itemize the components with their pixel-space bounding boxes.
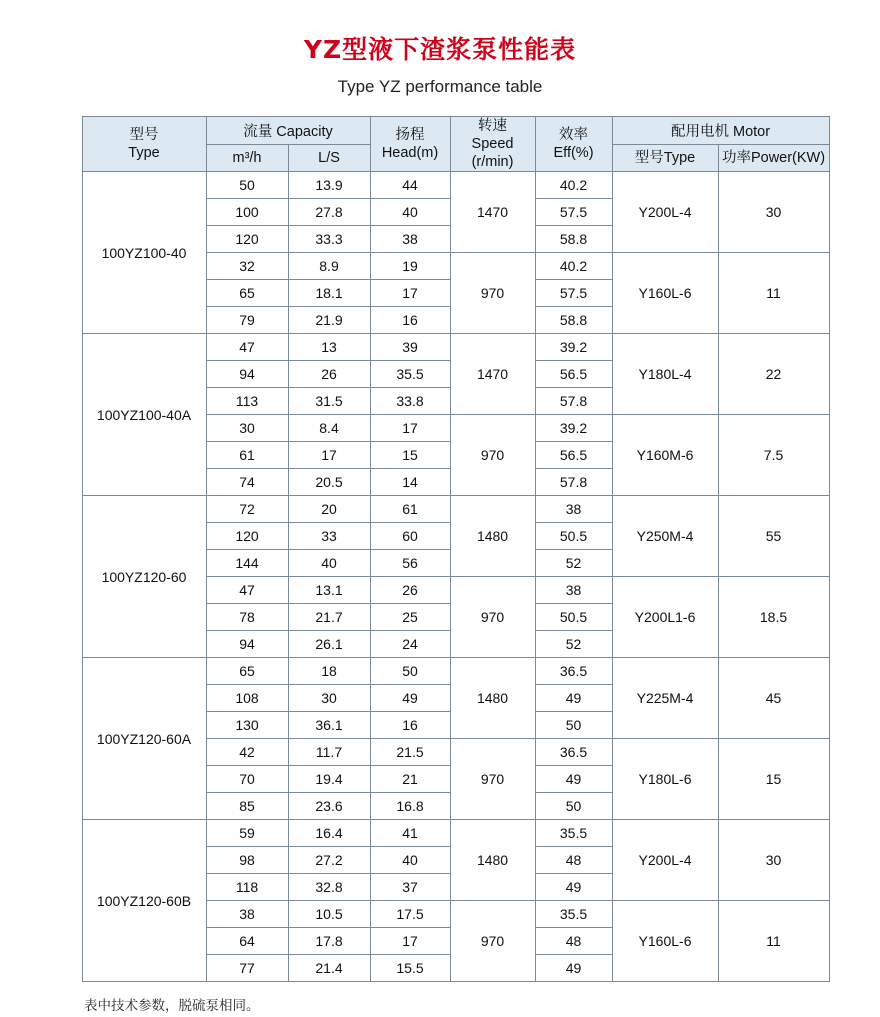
cell-m3h: 108 — [206, 685, 288, 712]
cell-head: 16 — [370, 307, 450, 334]
cell-head: 21.5 — [370, 739, 450, 766]
cell-motor-type: Y225M-4 — [612, 658, 718, 739]
cell-m3h: 100 — [206, 199, 288, 226]
cell-head: 44 — [370, 172, 450, 199]
cell-efficiency: 40.2 — [535, 172, 612, 199]
header-row-1 — [82, 117, 829, 145]
cell-efficiency: 39.2 — [535, 334, 612, 361]
cell-model: 100YZ120-60A — [82, 658, 206, 820]
header-type-cn: 型号 — [129, 127, 159, 144]
table-row — [82, 658, 829, 685]
cell-motor-power: 18.5 — [718, 577, 829, 658]
cell-m3h: 120 — [206, 226, 288, 253]
table-row — [82, 820, 829, 847]
cell-m3h: 59 — [206, 820, 288, 847]
cell-head: 39 — [370, 334, 450, 361]
header-capacity-ls — [288, 144, 370, 172]
cell-motor-type: Y160L-6 — [612, 901, 718, 982]
cell-ls: 19.4 — [288, 766, 370, 793]
cell-m3h: 32 — [206, 253, 288, 280]
cell-efficiency: 52 — [535, 631, 612, 658]
cell-ls: 26.1 — [288, 631, 370, 658]
cell-ls: 20.5 — [288, 469, 370, 496]
cell-efficiency: 57.5 — [535, 280, 612, 307]
cell-ls: 23.6 — [288, 793, 370, 820]
cell-m3h: 79 — [206, 307, 288, 334]
cell-efficiency: 38 — [535, 577, 612, 604]
cell-motor-type: Y200L-4 — [612, 172, 718, 253]
header-efficiency — [535, 117, 612, 172]
cell-speed: 1470 — [450, 172, 535, 253]
cell-ls: 26 — [288, 361, 370, 388]
cell-ls: 27.8 — [288, 199, 370, 226]
cell-m3h: 47 — [206, 577, 288, 604]
header-type — [82, 117, 206, 172]
cell-speed: 970 — [450, 901, 535, 982]
footnote: 表中技术参数，脱硫泵相同。 — [84, 998, 260, 1015]
cell-ls: 13.1 — [288, 577, 370, 604]
cell-ls: 18 — [288, 658, 370, 685]
cell-ls: 8.9 — [288, 253, 370, 280]
cell-motor-type: Y250M-4 — [612, 496, 718, 577]
header-capacity-m3h — [206, 144, 288, 172]
cell-head: 37 — [370, 874, 450, 901]
cell-ls: 32.8 — [288, 874, 370, 901]
cell-efficiency: 49 — [535, 685, 612, 712]
table-container — [82, 116, 826, 982]
cell-m3h: 50 — [206, 172, 288, 199]
cell-motor-type: Y160L-6 — [612, 253, 718, 334]
cell-efficiency: 57.8 — [535, 469, 612, 496]
page-title: YZ型液下渣浆泵性能表 — [303, 35, 577, 64]
cell-efficiency: 50 — [535, 712, 612, 739]
cell-speed: 970 — [450, 739, 535, 820]
header-eff-cn: 效率 — [559, 127, 589, 144]
cell-ls: 8.4 — [288, 415, 370, 442]
header-motor: 配用电机 Motor — [612, 117, 829, 145]
cell-m3h: 144 — [206, 550, 288, 577]
cell-motor-type: Y160M-6 — [612, 415, 718, 496]
cell-efficiency: 52 — [535, 550, 612, 577]
cell-head: 50 — [370, 658, 450, 685]
cell-m3h: 64 — [206, 928, 288, 955]
cell-efficiency: 48 — [535, 928, 612, 955]
cell-ls: 13.9 — [288, 172, 370, 199]
cell-head: 15 — [370, 442, 450, 469]
cell-m3h: 65 — [206, 280, 288, 307]
cell-head: 19 — [370, 253, 450, 280]
cell-efficiency: 57.8 — [535, 388, 612, 415]
cell-ls: 27.2 — [288, 847, 370, 874]
cell-efficiency: 48 — [535, 847, 612, 874]
cell-head: 16 — [370, 712, 450, 739]
cell-efficiency: 56.5 — [535, 442, 612, 469]
cell-ls: 11.7 — [288, 739, 370, 766]
cell-ls: 21.4 — [288, 955, 370, 982]
cell-head: 60 — [370, 523, 450, 550]
header-capacity: 流量 Capacity — [206, 117, 370, 145]
cell-ls: 33.3 — [288, 226, 370, 253]
header-head-en: Head(m) — [381, 145, 439, 162]
cell-head: 15.5 — [370, 955, 450, 982]
cell-ls: 17 — [288, 442, 370, 469]
cell-m3h: 70 — [206, 766, 288, 793]
cell-speed: 970 — [450, 253, 535, 334]
cell-ls: 21.9 — [288, 307, 370, 334]
cell-head: 33.8 — [370, 388, 450, 415]
cell-model: 100YZ120-60 — [82, 496, 206, 658]
header-motor-power-label: 功率Power(KW) — [721, 149, 826, 166]
cell-efficiency: 58.8 — [535, 226, 612, 253]
cell-m3h: 65 — [206, 658, 288, 685]
cell-head: 61 — [370, 496, 450, 523]
cell-m3h: 94 — [206, 361, 288, 388]
cell-ls: 21.7 — [288, 604, 370, 631]
cell-m3h: 47 — [206, 334, 288, 361]
cell-ls: 18.1 — [288, 280, 370, 307]
cell-model: 100YZ100-40A — [82, 334, 206, 496]
cell-motor-type: Y180L-4 — [612, 334, 718, 415]
cell-head: 25 — [370, 604, 450, 631]
cell-ls: 17.8 — [288, 928, 370, 955]
cell-motor-type: Y200L-4 — [612, 820, 718, 901]
cell-motor-power: 15 — [718, 739, 829, 820]
cell-ls: 33 — [288, 523, 370, 550]
cell-efficiency: 50.5 — [535, 523, 612, 550]
header-capacity-ls-label: L/S — [318, 149, 340, 166]
table-header — [82, 117, 829, 172]
cell-head: 17 — [370, 415, 450, 442]
header-speed-cn: 转速 — [478, 118, 508, 134]
cell-motor-power: 11 — [718, 901, 829, 982]
cell-m3h: 120 — [206, 523, 288, 550]
cell-ls: 36.1 — [288, 712, 370, 739]
header-head — [370, 117, 450, 172]
cell-model: 100YZ120-60B — [82, 820, 206, 982]
cell-efficiency: 40.2 — [535, 253, 612, 280]
cell-head: 16.8 — [370, 793, 450, 820]
cell-m3h: 130 — [206, 712, 288, 739]
cell-motor-power: 30 — [718, 820, 829, 901]
cell-efficiency: 56.5 — [535, 361, 612, 388]
cell-ls: 13 — [288, 334, 370, 361]
header-type-en: Type — [128, 145, 160, 162]
cell-head: 40 — [370, 199, 450, 226]
cell-head: 26 — [370, 577, 450, 604]
cell-ls: 20 — [288, 496, 370, 523]
cell-m3h: 78 — [206, 604, 288, 631]
cell-m3h: 42 — [206, 739, 288, 766]
page-subtitle: Type YZ performance table — [337, 77, 543, 96]
cell-efficiency: 36.5 — [535, 658, 612, 685]
cell-m3h: 72 — [206, 496, 288, 523]
cell-m3h: 30 — [206, 415, 288, 442]
cell-motor-power: 11 — [718, 253, 829, 334]
cell-motor-power: 30 — [718, 172, 829, 253]
cell-head: 56 — [370, 550, 450, 577]
header-motor-type — [612, 144, 718, 172]
cell-m3h: 113 — [206, 388, 288, 415]
cell-efficiency: 49 — [535, 766, 612, 793]
header-motor-power — [718, 144, 829, 172]
cell-head: 41 — [370, 820, 450, 847]
cell-ls: 31.5 — [288, 388, 370, 415]
table-row — [82, 172, 829, 199]
cell-speed: 1480 — [450, 658, 535, 739]
cell-efficiency: 38 — [535, 496, 612, 523]
cell-efficiency: 50 — [535, 793, 612, 820]
cell-m3h: 61 — [206, 442, 288, 469]
cell-head: 35.5 — [370, 361, 450, 388]
table-row — [82, 334, 829, 361]
header-speed-unit: (r/min) — [471, 154, 514, 171]
cell-m3h: 85 — [206, 793, 288, 820]
header-speed-en: Speed — [471, 136, 514, 153]
header-motor-type-label: 型号Type — [634, 149, 696, 166]
cell-efficiency: 50.5 — [535, 604, 612, 631]
cell-m3h: 98 — [206, 847, 288, 874]
cell-head: 40 — [370, 847, 450, 874]
cell-motor-power: 22 — [718, 334, 829, 415]
table-body — [82, 172, 829, 982]
cell-head: 24 — [370, 631, 450, 658]
header-head-cn: 扬程 — [395, 127, 425, 144]
header-capacity-m3h-label: m³/h — [232, 149, 262, 166]
cell-head: 14 — [370, 469, 450, 496]
cell-head: 17 — [370, 280, 450, 307]
cell-head: 49 — [370, 685, 450, 712]
table-row — [82, 496, 829, 523]
cell-model: 100YZ100-40 — [82, 172, 206, 334]
header-speed — [450, 117, 535, 172]
cell-ls: 10.5 — [288, 901, 370, 928]
cell-head: 17.5 — [370, 901, 450, 928]
cell-speed: 1470 — [450, 334, 535, 415]
performance-table-page — [0, 30, 880, 1017]
cell-efficiency: 57.5 — [535, 199, 612, 226]
cell-efficiency: 35.5 — [535, 901, 612, 928]
cell-speed: 1480 — [450, 496, 535, 577]
cell-ls: 30 — [288, 685, 370, 712]
cell-ls: 16.4 — [288, 820, 370, 847]
cell-speed: 970 — [450, 577, 535, 658]
cell-m3h: 77 — [206, 955, 288, 982]
cell-efficiency: 35.5 — [535, 820, 612, 847]
cell-efficiency: 49 — [535, 874, 612, 901]
cell-head: 17 — [370, 928, 450, 955]
performance-table — [82, 116, 830, 982]
header-eff-en: Eff(%) — [553, 145, 594, 162]
cell-efficiency: 36.5 — [535, 739, 612, 766]
cell-efficiency: 58.8 — [535, 307, 612, 334]
cell-efficiency: 49 — [535, 955, 612, 982]
cell-m3h: 118 — [206, 874, 288, 901]
cell-head: 38 — [370, 226, 450, 253]
cell-motor-power: 45 — [718, 658, 829, 739]
cell-motor-type: Y200L1-6 — [612, 577, 718, 658]
cell-head: 21 — [370, 766, 450, 793]
cell-ls: 40 — [288, 550, 370, 577]
cell-m3h: 74 — [206, 469, 288, 496]
cell-speed: 1480 — [450, 820, 535, 901]
cell-motor-power: 7.5 — [718, 415, 829, 496]
cell-speed: 970 — [450, 415, 535, 496]
cell-efficiency: 39.2 — [535, 415, 612, 442]
cell-m3h: 94 — [206, 631, 288, 658]
cell-motor-power: 55 — [718, 496, 829, 577]
cell-m3h: 38 — [206, 901, 288, 928]
cell-motor-type: Y180L-6 — [612, 739, 718, 820]
